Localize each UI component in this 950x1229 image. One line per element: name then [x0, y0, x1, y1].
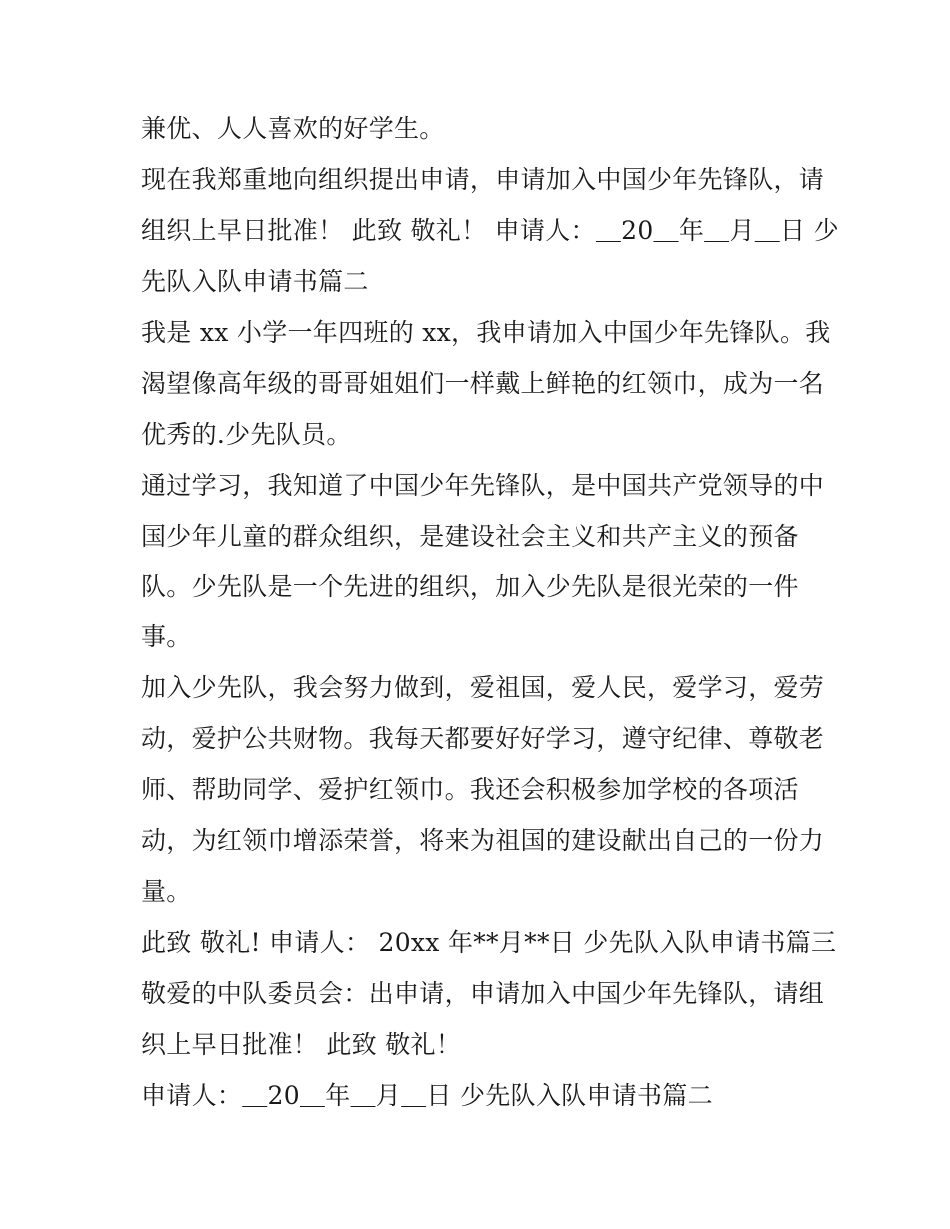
text-line: 敬爱的中队委员会：出申请，申请加入中国少年先锋队，请组 [141, 979, 825, 1008]
text-line: 量。 [141, 877, 192, 906]
text-line: 动，爱护公共财物。我每天都要好好学习，遵守纪律、尊敬老 [141, 724, 825, 753]
text-line: 事。 [141, 622, 192, 651]
text-line: 我是 xx 小学一年四班的 xx，我申请加入中国少年先锋队。我 [141, 318, 831, 347]
text-line: 此致 敬礼! 申请人： 20xx 年**月**日 少先队入队申请书篇三 [141, 928, 837, 957]
text-line: 队。少先队是一个先进的组织，加入少先队是很光荣的一件 [141, 572, 799, 601]
text-line: 渴望像高年级的哥哥姐姐们一样戴上鲜艳的红领巾，成为一名 [141, 369, 825, 398]
text-line: 师、帮助同学、爱护红领巾。我还会积极参加学校的各项活 [141, 775, 799, 804]
text-line: 加入少先队，我会努力做到，爱祖国，爱人民，爱学习，爱劳 [141, 673, 825, 702]
text-line: 动，为红领巾增添荣誉，将来为祖国的建设献出自己的一份力 [141, 826, 825, 855]
text-line: 申请人：＿20＿年＿月＿日 少先队入队申请书篇二 [141, 1081, 713, 1110]
text-line: 现在我郑重地向组织提出申请，申请加入中国少年先锋队，请 [141, 165, 825, 194]
text-line: 组织上早日批准！ 此致 敬礼！ 申请人：＿20＿年＿月＿日 少 [141, 216, 839, 245]
text-line: 通过学习，我知道了中国少年先锋队，是中国共产党领导的中 [141, 471, 825, 500]
text-line: 先队入队申请书篇二 [141, 267, 369, 296]
text-line: 国少年儿童的群众组织，是建设社会主义和共产主义的预备 [141, 522, 799, 551]
text-line: 兼优、人人喜欢的好学生。 [141, 114, 445, 143]
text-line: 优秀的.少先队员。 [141, 420, 352, 449]
text-line: 织上早日批准！ 此致 敬礼！ [141, 1030, 462, 1059]
